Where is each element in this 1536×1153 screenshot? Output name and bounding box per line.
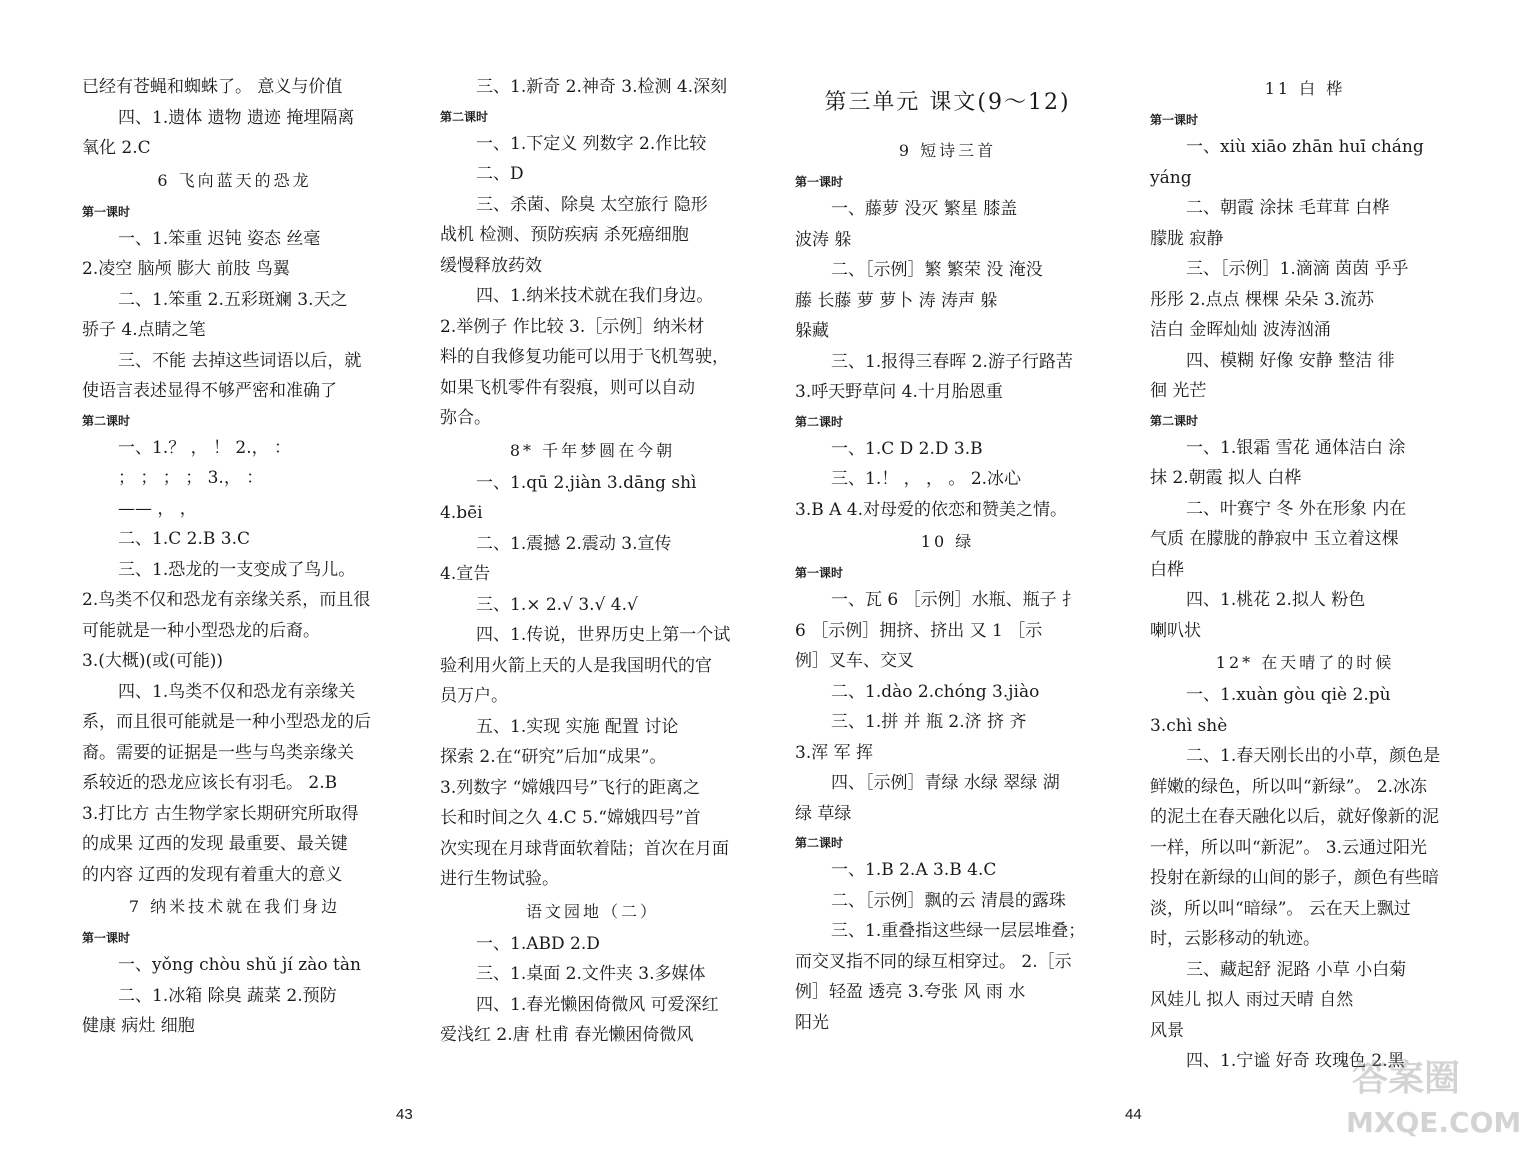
lesson-period-label: 第二课时 bbox=[440, 109, 489, 124]
answer-line: 一、1.ABD 2.D bbox=[476, 933, 600, 954]
answer-line: 一、1.C D 2.D 3.B bbox=[831, 438, 983, 459]
answer-line: 验利用火箭上天的人是我国明代的官 bbox=[440, 655, 712, 676]
answer-line: 躲藏 bbox=[795, 321, 829, 341]
lesson-period-label: 第一课时 bbox=[795, 566, 844, 580]
answer-line: 洁白 金晖灿灿 波涛汹涌 bbox=[1150, 320, 1331, 340]
answer-line: 使语言表述显得不够严密和准确了 bbox=[82, 381, 337, 401]
answer-line: 一、1.qū 2.jiàn 3.dāng shì bbox=[476, 472, 697, 493]
lesson-title: 7 纳米技术就在我们身边 bbox=[128, 897, 341, 916]
answer-line: 3.chì shè bbox=[1150, 715, 1228, 736]
answer-line: 三、不能 去掉这些词语以后，就 bbox=[118, 350, 362, 371]
page-number-right: 44 bbox=[1125, 1106, 1142, 1123]
answer-line: 绿 草绿 bbox=[795, 803, 852, 824]
answer-line: 3.(大概)(或(可能)) bbox=[82, 651, 224, 671]
lesson-title: 11 白 桦 bbox=[1264, 79, 1346, 98]
watermark-brand: 答案圈 bbox=[1352, 1058, 1461, 1099]
answer-line: 三、1.新奇 2.神奇 3.检测 4.深刻 bbox=[476, 77, 728, 97]
lesson-period-label: 第一课时 bbox=[82, 931, 131, 945]
answer-line: 爱浅红 2.唐 杜甫 春光懒困倚微风 bbox=[440, 1025, 694, 1045]
answer-line: —— ， ， bbox=[118, 498, 197, 519]
answer-line: 抹 2.朝霞 拟人 白桦 bbox=[1150, 468, 1302, 488]
answer-line: 3.B A 4.对母爱的依恋和赞美之情。 bbox=[795, 499, 1068, 520]
watermark-url: MXQE.COM bbox=[1346, 1106, 1522, 1139]
answer-line: 的泥土在春天融化以后，就好像新的泥 bbox=[1150, 807, 1439, 827]
answer-line: 三、1.！ ， ， 。 2.冰心 bbox=[831, 469, 1022, 489]
answer-line: 6 ［示例］拥挤、挤出 又 1 ［示 bbox=[795, 620, 1043, 641]
answer-line: 弥合。 bbox=[440, 408, 491, 428]
right-page-column-1 bbox=[795, 72, 1100, 1038]
answer-line: 三、藏起舒 泥路 小草 小白菊 bbox=[1186, 959, 1407, 980]
answer-line: 白桦 bbox=[1150, 559, 1184, 580]
answer-line: 健康 病灶 细胞 bbox=[82, 1016, 195, 1036]
lesson-period-label: 第一课时 bbox=[1150, 113, 1199, 127]
answer-line: 一、yǒng chòu shǔ jí zào tàn bbox=[118, 955, 361, 975]
lesson-period-label: 第二课时 bbox=[1150, 413, 1199, 428]
answer-line: 淡，所以叫“暗绿”。 云在天上飘过 bbox=[1150, 898, 1411, 919]
lesson-period-label: 第一课时 bbox=[82, 204, 131, 219]
answer-line: 例］叉车、交叉 bbox=[795, 651, 914, 671]
answer-line: 阳光 bbox=[795, 1012, 829, 1033]
answer-line: 系，而且很可能就是一种小型恐龙的后 bbox=[82, 712, 371, 732]
answer-line: 风景 bbox=[1150, 1020, 1184, 1041]
answer-line: 3.浑 军 挥 bbox=[795, 742, 874, 763]
answer-line: 一、1.B 2.A 3.B 4.C bbox=[831, 860, 997, 880]
answer-line: 一样，所以叫“新泥”。 3.云通过阳光 bbox=[1150, 837, 1428, 858]
answer-line: 骄子 4.点睛之笔 bbox=[82, 320, 206, 340]
answer-line: 二、D bbox=[476, 164, 524, 184]
answer-line: 二、［示例］飘的云 清晨的露珠 bbox=[831, 890, 1066, 911]
answer-line: 的成果 辽西的发现 最重要、最关键 bbox=[82, 834, 348, 854]
answer-line: 四、1.遗体 遗物 遗迹 掩埋隔离 bbox=[118, 107, 355, 128]
left-page-column-1 bbox=[82, 72, 387, 1042]
lesson-period-label: 第一课时 bbox=[795, 175, 844, 189]
answer-line: 一、1.笨重 迟钝 姿态 丝毫 bbox=[118, 228, 321, 249]
answer-line: 鲜嫩的绿色，所以叫“新绿”。 2.冰冻 bbox=[1150, 776, 1428, 797]
answer-line: 二、朝霞 涂抹 毛茸茸 白桦 bbox=[1186, 198, 1390, 218]
answer-line: 3.呼天野草问 4.十月胎恩重 bbox=[795, 382, 1003, 402]
answer-line: 二、1.C 2.B 3.C bbox=[118, 529, 250, 549]
answer-line: 料的自我修复功能可以用于飞机驾驶， bbox=[440, 347, 729, 367]
answer-line: 而交叉指不同的绿互相穿过。 2.［示 bbox=[795, 951, 1072, 972]
answer-line: 一、xiù xiāo zhān huī cháng bbox=[1186, 137, 1424, 157]
answer-line: 四、模糊 好像 安静 整洁 徘 bbox=[1186, 350, 1395, 371]
answer-line: 波涛 躲 bbox=[795, 229, 852, 250]
answer-line: 四、1.鸟类不仅和恐龙有亲缘关 bbox=[118, 681, 356, 702]
answer-line: 一、藤萝 没灭 繁星 膝盖 bbox=[831, 199, 1018, 219]
lesson-title: 语文园地（二） bbox=[525, 901, 659, 921]
answer-line: 彤彤 2.点点 棵棵 朵朵 3.流苏 bbox=[1150, 289, 1375, 310]
answer-line: 二、1.笨重 2.五彩斑斓 3.天之 bbox=[118, 289, 348, 310]
answer-line: 四、1.桃花 2.拟人 粉色 bbox=[1186, 590, 1366, 610]
answer-line: 3.列数字 “嫦娥四号”飞行的距离之 bbox=[440, 777, 701, 798]
answer-line: 五、1.实现 实施 配置 讨论 bbox=[476, 716, 679, 737]
answer-line: 进行生物试验。 bbox=[440, 869, 559, 889]
answer-line: 战机 检测、预防疾病 杀死癌细胞 bbox=[440, 225, 689, 245]
answer-line: 三、1.桌面 2.文件夹 3.多媒体 bbox=[476, 964, 706, 984]
answer-line: 2.凌空 脑颅 膨大 前肢 鸟翼 bbox=[82, 259, 290, 279]
lesson-title: 6 飞向蓝天的恐龙 bbox=[157, 170, 312, 190]
answer-line: 4.宣告 bbox=[440, 564, 491, 584]
page-number-left: 43 bbox=[396, 1106, 413, 1123]
lesson-title: 9 短诗三首 bbox=[898, 141, 997, 160]
answer-line: 三、1.恐龙的一支变成了鸟儿。 bbox=[118, 559, 356, 580]
answer-line: 二、1.春天刚长出的小草，颜色是 bbox=[1186, 746, 1441, 766]
answer-line: 如果飞机零件有裂痕，则可以自动 bbox=[440, 377, 695, 398]
answer-line: 气质 在朦胧的静寂中 玉立着这棵 bbox=[1150, 529, 1399, 549]
answer-line: 四、1.宁谧 好奇 玫瑰色 2.黑 bbox=[1186, 1051, 1405, 1071]
answer-line: 二、叶赛宁 冬 外在形象 内在 bbox=[1186, 498, 1407, 519]
answer-line: 3.打比方 古生物学家长期研究所取得 bbox=[82, 803, 359, 824]
answer-line: 裔。需要的证据是一些与鸟类亲缘关 bbox=[82, 742, 354, 763]
answer-line: 三、1.× 2.√ 3.√ 4.√ bbox=[476, 594, 638, 615]
answer-line: 2.举例子 作比较 3.［示例］纳米材 bbox=[440, 316, 705, 337]
answer-line: 四、［示例］青绿 水绿 翠绿 湖 bbox=[831, 773, 1060, 793]
answer-line: 缓慢释放药效 bbox=[440, 255, 542, 276]
answer-line: 已经有苍蝇和蜘蛛了。 意义与价值 bbox=[82, 77, 343, 97]
answer-line: 三、1.报得三春晖 2.游子行路苦 bbox=[831, 351, 1073, 372]
answer-line: 长和时间之久 4.C 5.“嫦娥四号”首 bbox=[440, 808, 701, 828]
answer-line: 徊 光芒 bbox=[1150, 381, 1207, 401]
lesson-title: 12* 在天晴了的时候 bbox=[1215, 653, 1395, 672]
answer-line: 三、1.拼 并 瓶 2.济 挤 齐 bbox=[831, 712, 1027, 732]
answer-line: ； ； ； ； 3.， ： bbox=[118, 468, 264, 488]
answer-line: 二、［示例］繁 繁荣 没 淹没 bbox=[831, 260, 1043, 280]
unit-heading: 第三单元 课文(9～12) bbox=[824, 90, 1071, 115]
answer-line: 的内容 辽西的发现有着重大的意义 bbox=[82, 864, 343, 885]
answer-line: 探索 2.在“研究”后加“成果”。 bbox=[440, 747, 667, 767]
answer-line: 藤 长藤 萝 萝卜 涛 涛声 躲 bbox=[795, 290, 998, 311]
answer-line: 四、1.春光懒困倚微风 可爱深红 bbox=[476, 994, 719, 1015]
answer-line: 风娃儿 拟人 雨过天晴 自然 bbox=[1150, 990, 1354, 1010]
answer-line: 可能就是一种小型恐龙的后裔。 bbox=[82, 620, 320, 641]
answer-line: 时，云影移动的轨迹。 bbox=[1150, 929, 1320, 949]
answer-line: 四、1.传说，世界历史上第一个试 bbox=[476, 625, 731, 645]
answer-line: 一、瓦 6 ［示例］水瓶、瓶子 扌 bbox=[831, 590, 1080, 610]
lesson-period-label: 第二课时 bbox=[795, 836, 844, 850]
answer-line: 二、1.冰箱 除臭 蔬菜 2.预防 bbox=[118, 985, 337, 1006]
answer-line: 四、1.纳米技术就在我们身边。 bbox=[476, 286, 714, 306]
answer-line: 员万户。 bbox=[440, 686, 508, 706]
answer-line: 一、1.xuàn gòu qiè 2.pù bbox=[1186, 685, 1391, 705]
answer-line: 三、［示例］1.滴滴 茵茵 乎乎 bbox=[1186, 259, 1409, 279]
answer-line: 4.bēi bbox=[440, 503, 483, 523]
answer-line: 喇叭状 bbox=[1150, 620, 1201, 641]
answer-line: 三、杀菌、除臭 太空旅行 隐形 bbox=[476, 194, 708, 215]
answer-line: 二、1.震撼 2.震动 3.宣传 bbox=[476, 533, 672, 554]
answer-line: 一、1.银霜 雪花 通体洁白 涂 bbox=[1186, 437, 1406, 458]
lesson-period-label: 第二课时 bbox=[82, 413, 131, 428]
answer-line: 2.鸟类不仅和恐龙有亲缘关系，而且很 bbox=[82, 590, 371, 610]
answer-line: 一、1.？ ， ！ 2.， ： bbox=[118, 437, 292, 458]
answer-line: yáng bbox=[1150, 167, 1192, 188]
answer-line: 氧化 2.C bbox=[82, 138, 151, 158]
watermark-logo bbox=[1340, 1050, 1525, 1150]
answer-line: 三、1.重叠指这些绿一层层堆叠； bbox=[831, 921, 1086, 941]
lesson-title: 8* 千年梦圆在今朝 bbox=[509, 440, 676, 460]
answer-line: 系较近的恐龙应该长有羽毛。 2.B bbox=[82, 773, 338, 793]
answer-line: 例］轻盈 透亮 3.夸张 风 雨 水 bbox=[795, 982, 1026, 1002]
left-page-column-2 bbox=[440, 72, 745, 1051]
answer-line: 朦胧 寂静 bbox=[1150, 228, 1224, 249]
answer-line: 一、1.下定义 列数字 2.作比较 bbox=[476, 133, 707, 154]
right-page-column-2 bbox=[1150, 72, 1460, 1077]
answer-line: 投射在新绿的山间的影子，颜色有些暗 bbox=[1150, 868, 1439, 888]
answer-line: 次实现在月球背面软着陆；首次在月面 bbox=[440, 838, 729, 859]
lesson-period-label: 第二课时 bbox=[795, 414, 844, 429]
answer-line: 二、1.dào 2.chóng 3.jiào bbox=[831, 681, 1040, 702]
lesson-title: 10 绿 bbox=[920, 532, 975, 551]
